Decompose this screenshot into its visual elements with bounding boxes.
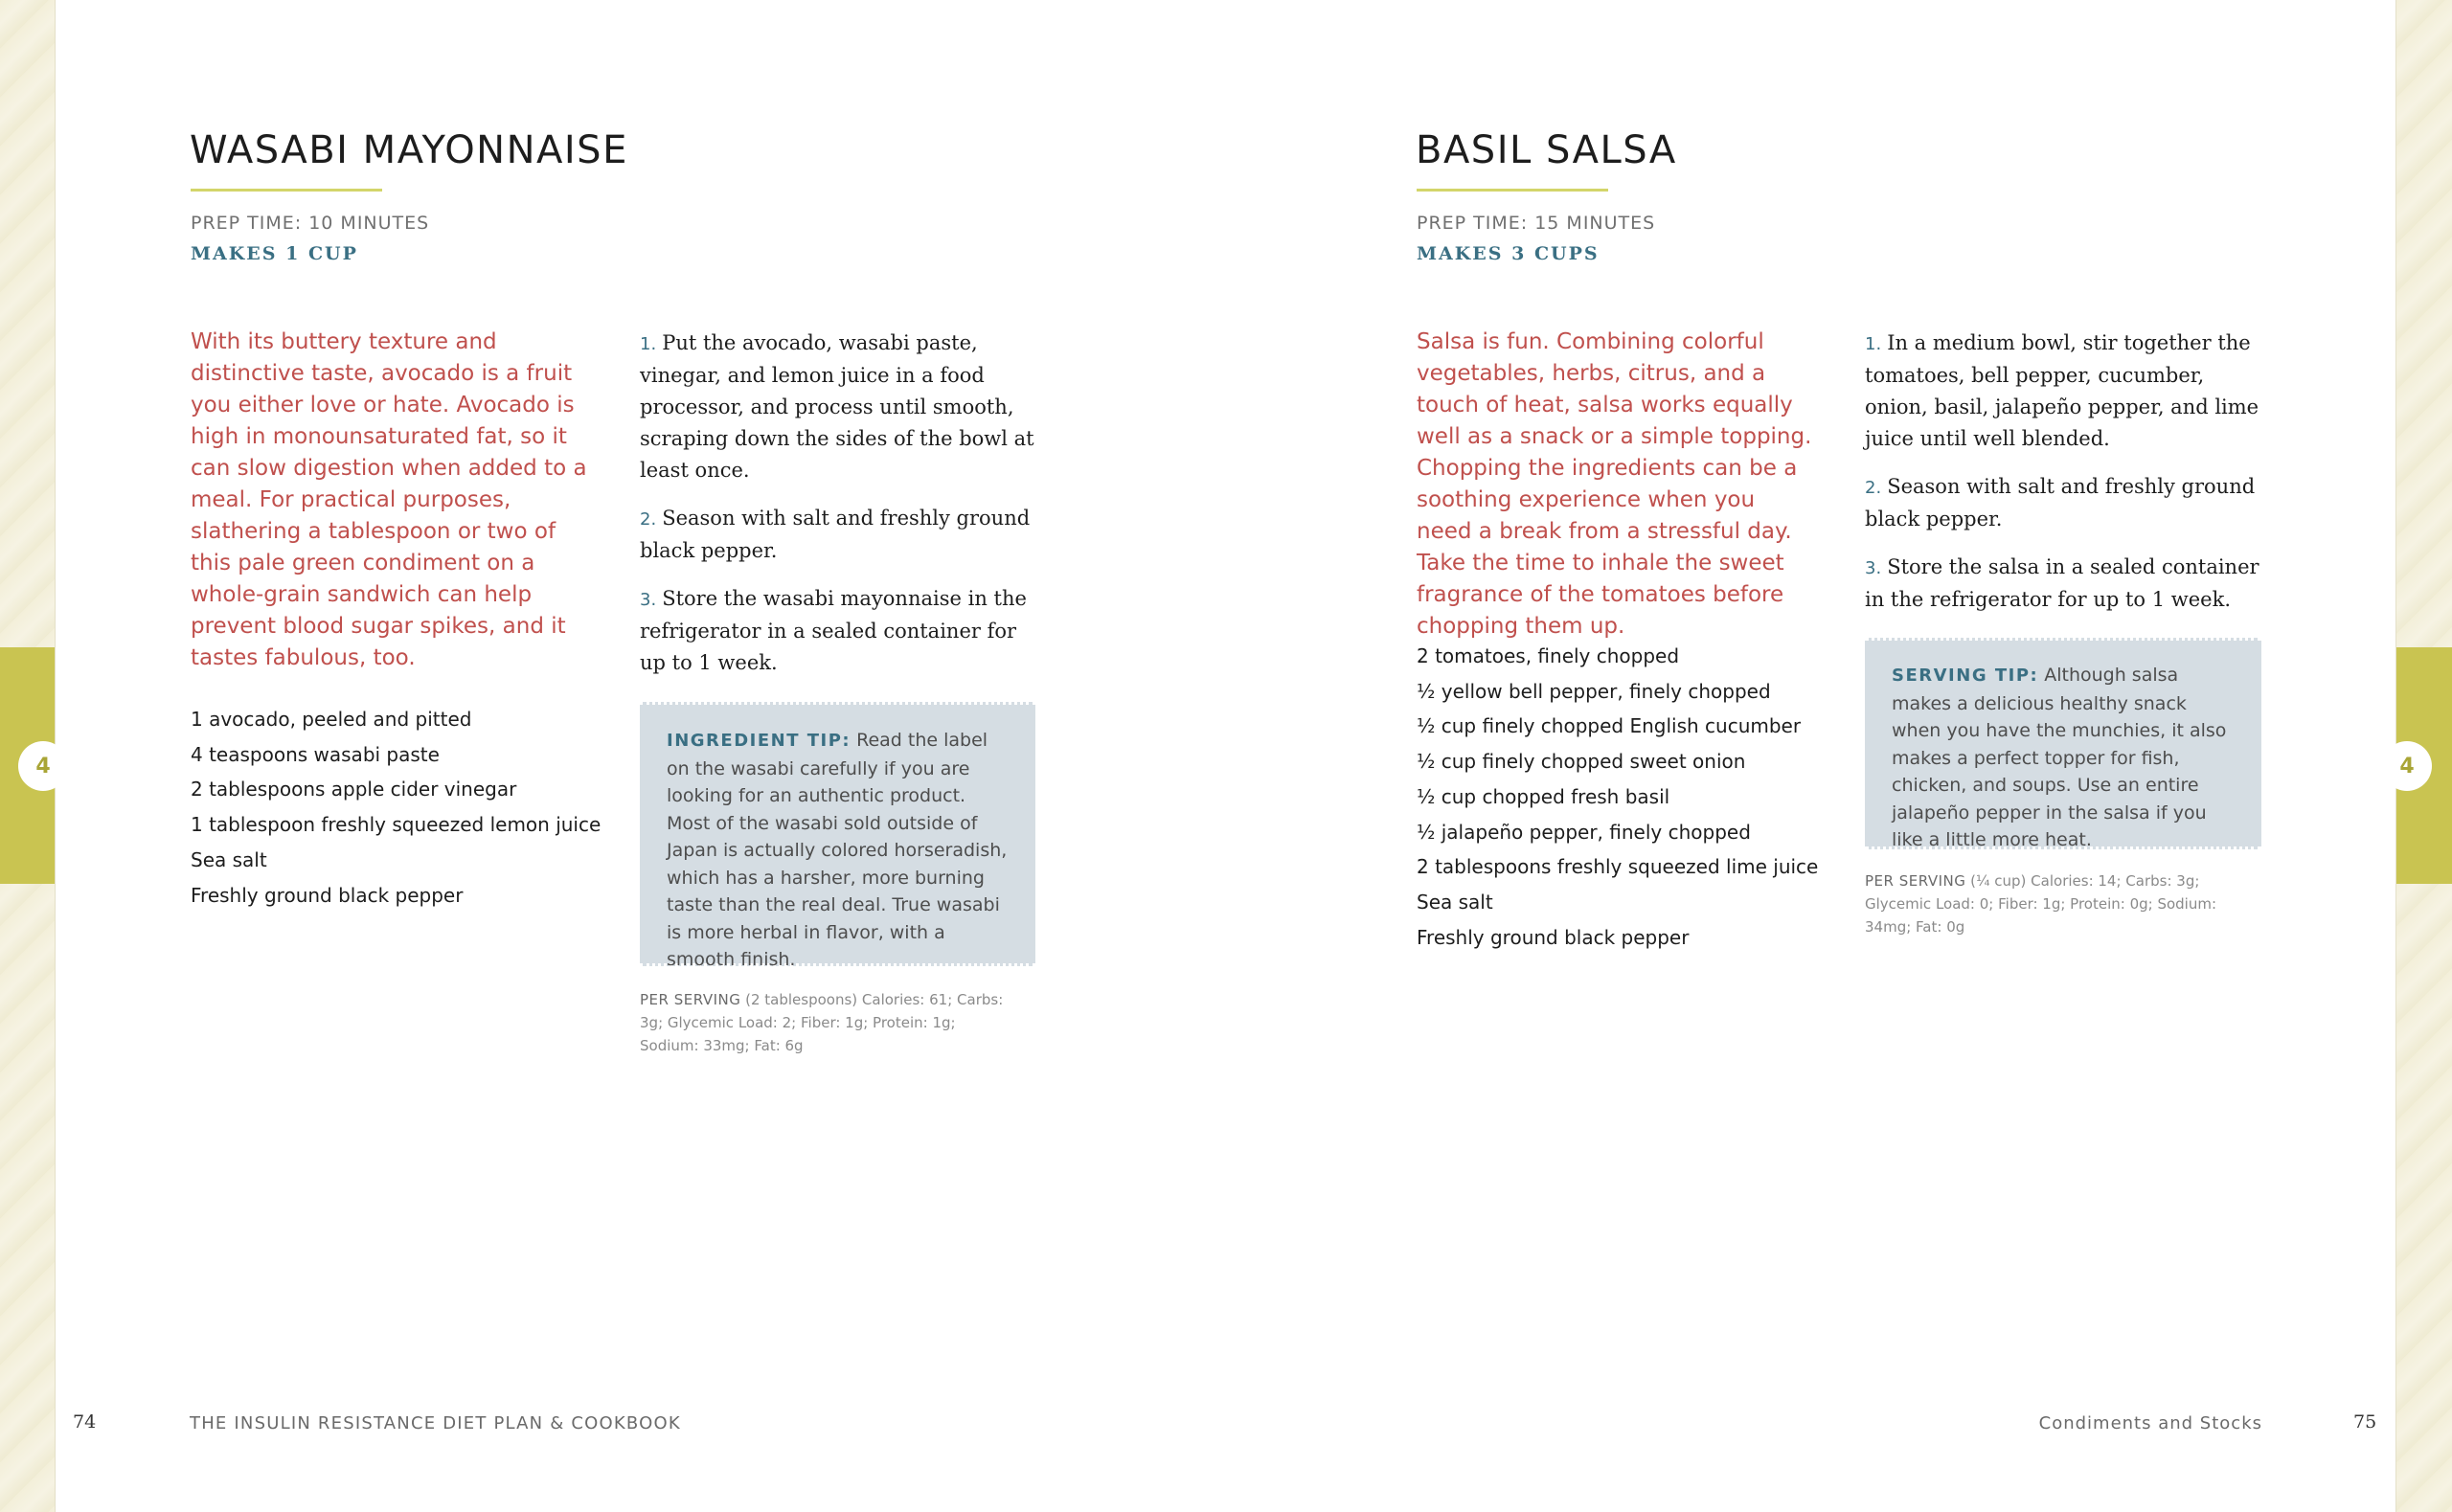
step-text: Put the avocado, wasabi paste, vinegar, and lemon juice in a food processor, and process until smooth, scraping down the sides of the bowl at least once. — [640, 331, 1034, 482]
step-item — [640, 583, 1034, 679]
ingredient-tip-box — [640, 702, 1035, 970]
chapter-number-right: 4 — [2382, 741, 2432, 791]
tip-text: Although salsa makes a delicious healthy snack when you have the munchies, it also makes a perfect topper for fish, chicken, and soups. Use an entire jalapeño pepper in the salsa if you like a little more heat. — [1892, 665, 2227, 850]
ingredient-item: Sea salt — [1417, 890, 1493, 914]
prep-time: PREP TIME: 15 MINUTES — [1417, 213, 1656, 234]
yield: MAKES 1 CUP — [191, 243, 358, 264]
ingredient-item: 4 teaspoons wasabi paste — [191, 742, 440, 766]
recipe-intro: Salsa is fun. Combining colorful vegetables, herbs, citrus, and a touch of heat, salsa works equally well as a snack or a simple topping. Chopping the ingredients can be a soothing experience when you need a break from a stressful day. Take the time to inhale the sweet fragrance of the tomatoes before chopping them up. — [1417, 329, 1812, 639]
recipe-title: BASIL SALSA — [1416, 128, 1677, 172]
ingredient-list — [1417, 639, 1838, 955]
step-text: Season with salt and freshly ground black pepper. — [640, 507, 1031, 562]
ingredient-item: ½ cup finely chopped English cucumber — [1417, 714, 1802, 738]
tip-label: INGREDIENT TIP: — [667, 731, 851, 751]
step-text: In a medium bowl, stir together the tomatoes, bell pepper, cucumber, onion, basil, jalapeño pepper, and lime juice until well blended. — [1865, 331, 2259, 450]
ingredient-item: ½ yellow bell pepper, finely chopped — [1417, 679, 1771, 703]
serving-tip-box — [1865, 638, 2261, 849]
ingredient-item: 2 tablespoons freshly squeezed lime juice — [1417, 855, 1819, 879]
step-number: 3. — [640, 590, 657, 610]
chapter-number-left: 4 — [18, 741, 68, 791]
running-head-right: Condiments and Stocks — [2038, 1413, 2262, 1433]
step-item — [1865, 471, 2261, 535]
title-underline — [1417, 189, 1608, 192]
step-item — [1865, 552, 2261, 616]
step-text: Store the salsa in a sealed container in the refrigerator for up to 1 week. — [1865, 555, 2259, 611]
ingredient-item: ½ cup finely chopped sweet onion — [1417, 750, 1746, 774]
ingredient-item: Sea salt — [191, 847, 267, 871]
step-list — [640, 327, 1034, 695]
page-number-right: 75 — [2353, 1411, 2377, 1433]
step-number: 2. — [1865, 478, 1882, 498]
ingredient-item: 1 avocado, peeled and pitted — [191, 708, 472, 731]
nutrition-label: PER SERVING — [640, 991, 741, 1008]
tip-text: Read the label on the wasabi carefully if you are looking for an authentic product. Most of the wasabi sold outside of Japan is actually colored horseradish, which has a harsher, more burning taste than the real deal. True wasabi is more herbal in flavor, with a smooth finish. — [667, 730, 1008, 970]
ingredient-item: ½ cup chopped fresh basil — [1417, 784, 1670, 808]
step-item — [640, 503, 1034, 567]
ingredient-item: 2 tablespoons apple cider vinegar — [191, 778, 517, 801]
title-underline — [191, 189, 382, 192]
step-number: 2. — [640, 509, 657, 530]
nutrition-text: (2 tablespoons) Calories: 61; Carbs: 3g; Glycemic Load: 2; Fiber: 1g; Protein: 1g; Sodium: 33mg; Fat: 6g — [640, 991, 1004, 1054]
step-number: 3. — [1865, 558, 1882, 578]
step-text: Season with salt and freshly ground black pepper. — [1865, 475, 2256, 530]
step-number: 1. — [640, 334, 657, 354]
ingredient-item: 2 tomatoes, finely chopped — [1417, 644, 1680, 667]
ingredient-item: ½ jalapeño pepper, finely chopped — [1417, 820, 1751, 844]
nutrition-info — [640, 988, 1018, 1057]
step-item — [640, 327, 1034, 486]
tip-label: SERVING TIP: — [1892, 666, 2039, 686]
page-number-left: 74 — [73, 1411, 97, 1433]
recipe-intro: With its buttery texture and distinctive taste, avocado is a fruit you either love or hate. Avocado is high in monounsaturated fat, so it can slow digestion when added to a meal. For practical purposes, slathering a tablespoon or two of this pale green condiment on a whole-grain sandwich can help prevent blood sugar spikes, and it tastes fabulous, too. — [191, 329, 587, 670]
prep-time: PREP TIME: 10 MINUTES — [191, 213, 430, 234]
ingredient-item: 1 tablespoon freshly squeezed lemon juice — [191, 813, 602, 837]
step-list — [1865, 327, 2261, 632]
step-text: Store the wasabi mayonnaise in the refrigerator in a sealed container for up to 1 week. — [640, 587, 1027, 674]
step-number: 1. — [1865, 334, 1882, 354]
recipe-title: WASABI MAYONNAISE — [190, 128, 628, 172]
step-item — [1865, 327, 2261, 455]
ingredient-item: Freshly ground black pepper — [1417, 925, 1690, 949]
running-head-left: THE INSULIN RESISTANCE DIET PLAN & COOKBOOK — [190, 1413, 681, 1433]
ingredient-item: Freshly ground black pepper — [191, 883, 464, 907]
ingredient-list — [191, 702, 602, 913]
nutrition-text: (¼ cup) Calories: 14; Carbs: 3g; Glycemic Load: 0; Fiber: 1g; Protein: 0g; Sodium: 34mg; Fat: 0g — [1865, 872, 2217, 936]
nutrition-info — [1865, 869, 2261, 938]
nutrition-label: PER SERVING — [1865, 872, 1966, 890]
yield: MAKES 3 CUPS — [1417, 243, 1600, 264]
